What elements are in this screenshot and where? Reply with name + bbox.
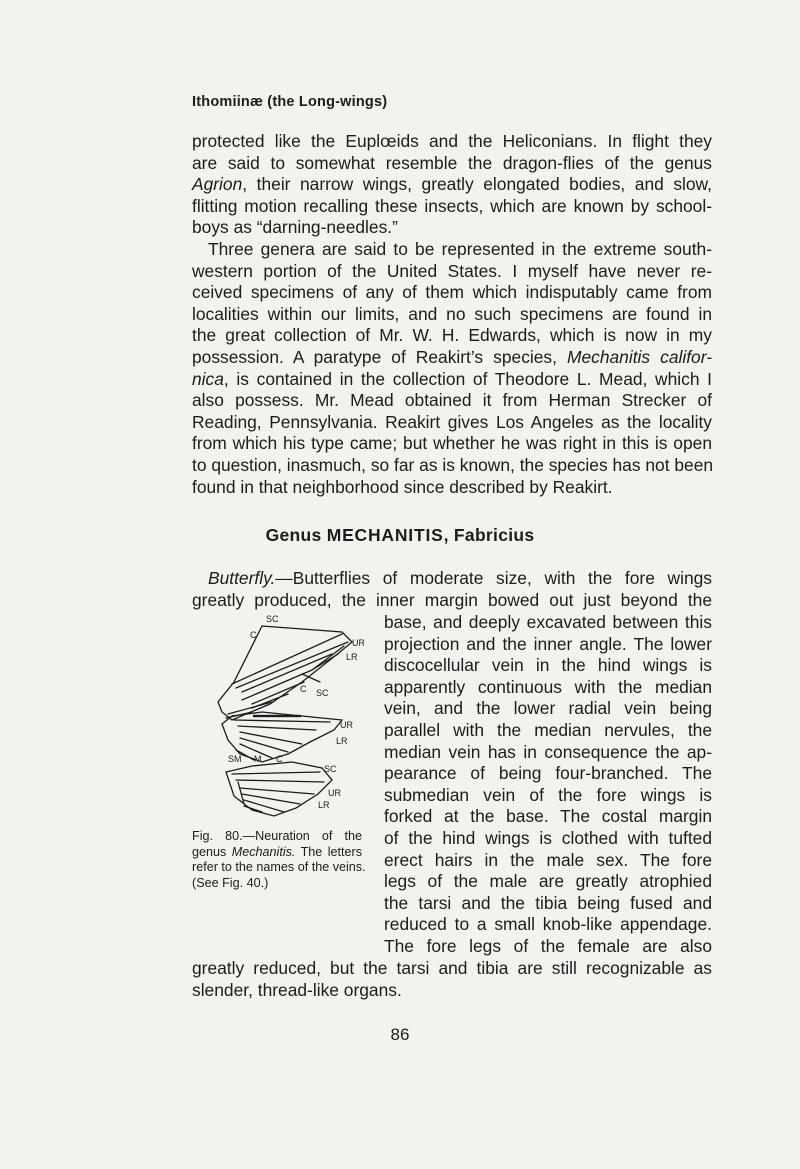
hind-wing-vein-2	[236, 780, 324, 782]
text-line: Reading, Pennsylvania. Reakirt gives Los Angeles as the locality	[192, 411, 712, 432]
hind-wing-vein-3	[240, 788, 314, 794]
fore-wing-vein-subcostal	[236, 642, 348, 688]
label-c-low: C	[276, 754, 283, 764]
text-line: greatly produced, the inner margin bowed out just beyond the	[192, 589, 712, 610]
label-sc-top: SC	[266, 614, 279, 624]
mid-wing-vein-1	[234, 720, 330, 722]
text-line: reduced to a small knob-like appendage.	[384, 914, 712, 935]
genus-name: MECHANITIS	[326, 525, 444, 545]
text-line: base, and deeply excavated between this	[384, 612, 712, 632]
text-line: projection and the inner angle. The lower	[384, 633, 712, 654]
genus-prefix: Genus	[265, 525, 322, 545]
text-line: ceived specimens of any of them which indisputably came from	[192, 282, 712, 303]
hind-wing-vein-1	[232, 772, 320, 774]
text-line: vein, and the lower radial vein being	[384, 698, 712, 719]
text-line: localities within our limits, and no such specimens are found in	[192, 303, 712, 324]
neuration-diagram	[192, 612, 364, 822]
text-line: forked at the base. The costal margin	[384, 806, 712, 827]
text-line: found in that neighborhood since described by Reakirt.	[192, 476, 613, 497]
text-line: of the hind wings is clothed with tufted	[384, 827, 712, 848]
text-line: possession. A paratype of Reakirt’s species, Mechanitis califor-	[192, 346, 712, 367]
wrapped-paragraph	[384, 612, 712, 958]
page-number: 86	[390, 1025, 410, 1044]
genus-author: , Fabricius	[443, 525, 535, 545]
text-line: refer to the names of the veins.	[192, 860, 366, 874]
text-line: the tarsi and the tibia being fused and	[384, 892, 712, 913]
text-line: erect hairs in the male sex. The fore	[384, 849, 712, 870]
text-line: the great collection of Mr. W. H. Edwards, which is now in my	[192, 325, 712, 346]
text-line: flitting motion recalling these insects, which are known by school-	[192, 195, 712, 216]
label-ur-top: UR	[352, 638, 364, 648]
text-line: Butterfly.—Butterflies of moderate size, with the fore wings	[208, 568, 712, 588]
text-line: western portion of the United States. I myself have never re-	[192, 260, 712, 281]
text-line: apparently continuous with the median	[384, 676, 712, 697]
label-ur-mid: UR	[340, 720, 353, 730]
text-line: to question, inasmuch, so far as is known, the species has not been	[192, 454, 714, 475]
text-line: submedian vein of the fore wings is	[384, 784, 712, 805]
text-line: nica, is contained in the collection of Theodore L. Mead, which I	[192, 368, 712, 389]
hind-wing-outline	[226, 762, 332, 816]
paragraph-2	[192, 239, 712, 498]
text-line: are said to somewhat resemble the dragon-flies of the genus	[192, 152, 712, 173]
label-lr-top: LR	[346, 652, 358, 662]
text-line: (See Fig. 40.)	[192, 875, 269, 890]
label-m: M	[254, 754, 262, 764]
text-line: parallel with the median nervules, the	[384, 719, 712, 740]
text-line: Three genera are said to be represented in the extreme south-	[208, 239, 712, 259]
label-sm: SM	[228, 754, 242, 764]
text-line: discocellular vein in the hind wings is	[384, 655, 712, 676]
text-line: The fore legs of the female are also	[384, 935, 712, 956]
figure-caption	[192, 829, 366, 891]
text-line: greatly reduced, but the tarsi and tibia are still recognizable as	[192, 958, 712, 978]
mid-wing-vein-2	[238, 726, 316, 730]
text-line: Agrion, their narrow wings, greatly elongated bodies, and slow,	[192, 174, 712, 195]
text-line: from which his type came; but whether he was right in this is open	[192, 433, 712, 454]
text-line: Fig. 80.—Neuration of the	[192, 829, 362, 843]
text-line: legs of the male are greatly atrophied	[384, 871, 712, 892]
label-sc-low: SC	[324, 764, 337, 774]
paragraph-1	[192, 131, 712, 239]
wing-neuration-figure	[192, 612, 364, 822]
running-head: Ithomiinæ (the Long-wings)	[192, 94, 388, 110]
text-line: boys as “darning-needles.”	[192, 217, 398, 238]
text-line: slender, thread-like organs.	[192, 979, 402, 1000]
fore-wing-outline	[218, 626, 352, 720]
hind-wing-vein-6	[244, 806, 262, 812]
text-line: genus Mechanitis. The letters	[192, 844, 362, 859]
text-line: median vein has in consequence the ap-	[384, 741, 712, 762]
genus-heading	[0, 525, 800, 546]
text-line: pearance of being four-branched. The	[384, 763, 712, 784]
fore-wing-vein-costal	[232, 634, 342, 684]
label-lr-low: LR	[318, 800, 330, 810]
text-line: also possess. Mr. Mead obtained it from Herman Strecker of	[192, 390, 712, 411]
text-line: protected like the Euplœids and the Heliconians. In flight they	[192, 131, 712, 151]
label-c-mid: C	[300, 684, 307, 694]
label-sc-mid: SC	[316, 688, 329, 698]
paragraph-3	[192, 568, 712, 611]
mid-wing-vein-3	[240, 732, 302, 744]
label-ur-low: UR	[328, 788, 341, 798]
paragraph-4	[192, 958, 712, 1001]
hind-wing-vein-5	[244, 800, 284, 812]
label-lr-mid: LR	[336, 736, 348, 746]
label-c-top: C	[250, 630, 257, 640]
